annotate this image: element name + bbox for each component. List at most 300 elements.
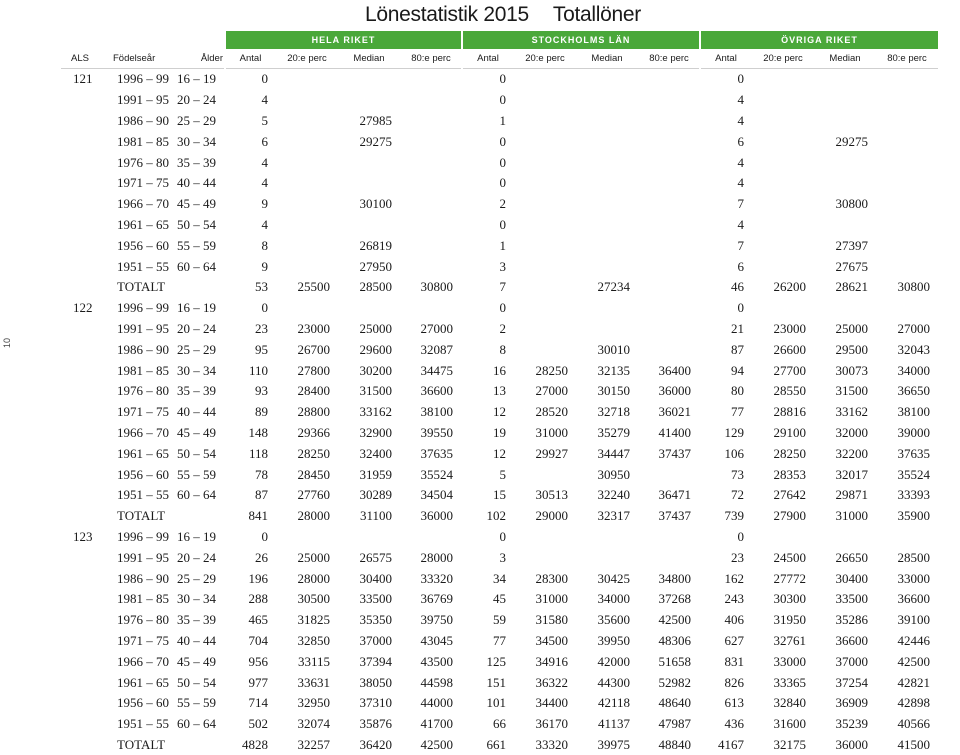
cell-als <box>61 277 113 298</box>
cell-hela-80-perc <box>400 111 462 132</box>
cell-ovriga-20-perc: 24500 <box>752 547 814 568</box>
cell-ovriga-80-perc: 42446 <box>876 631 938 652</box>
cell-ovriga-antal: 739 <box>700 506 752 527</box>
cell-fodelsear: TOTALT <box>113 506 173 527</box>
table-row <box>61 360 938 381</box>
cell-ovriga-median: 26650 <box>814 547 876 568</box>
cell-sthlm-median <box>576 173 638 194</box>
cell-hela-median: 35876 <box>338 714 400 735</box>
cell-als <box>61 589 113 610</box>
cell-ovriga-median: 37254 <box>814 672 876 693</box>
cell-hela-20-perc <box>276 152 338 173</box>
cell-sthlm-20-perc <box>514 256 576 277</box>
cell-sthlm-20-perc <box>514 152 576 173</box>
cell-fodelsear: 1976 – 80 <box>113 610 173 631</box>
cell-hela-median: 32900 <box>338 423 400 444</box>
cell-hela-20-perc: 29366 <box>276 423 338 444</box>
cell-sthlm-20-perc <box>514 339 576 360</box>
group-header-ovriga-riket: ÖVRIGA RIKET <box>700 31 938 49</box>
cell-alder: 45 – 49 <box>173 423 225 444</box>
col-header-antal: Antal <box>462 49 514 69</box>
cell-ovriga-median: 36000 <box>814 735 876 755</box>
table-row <box>61 631 938 652</box>
cell-sthlm-20-perc <box>514 90 576 111</box>
table-row <box>61 298 938 319</box>
cell-alder <box>173 506 225 527</box>
cell-hela-80-perc: 28000 <box>400 547 462 568</box>
cell-sthlm-median: 32718 <box>576 402 638 423</box>
cell-alder: 40 – 44 <box>173 173 225 194</box>
group-header-row <box>61 31 938 49</box>
cell-sthlm-80-perc <box>638 215 700 236</box>
cell-hela-median: 29275 <box>338 131 400 152</box>
cell-sthlm-20-perc: 28300 <box>514 568 576 589</box>
cell-hela-20-perc: 28400 <box>276 381 338 402</box>
cell-als <box>61 131 113 152</box>
cell-hela-median <box>338 90 400 111</box>
cell-fodelsear: 1981 – 85 <box>113 360 173 381</box>
cell-als <box>61 235 113 256</box>
cell-hela-median <box>338 298 400 319</box>
cell-hela-median: 30100 <box>338 194 400 215</box>
cell-hela-20-perc <box>276 131 338 152</box>
cell-sthlm-median: 32317 <box>576 506 638 527</box>
cell-sthlm-median: 39950 <box>576 631 638 652</box>
cell-als <box>61 506 113 527</box>
col-header-80-perc: 80:e perc <box>876 49 938 69</box>
cell-sthlm-median <box>576 90 638 111</box>
cell-hela-median <box>338 215 400 236</box>
cell-ovriga-median: 31000 <box>814 506 876 527</box>
cell-hela-antal: 704 <box>225 631 276 652</box>
cell-ovriga-median: 36600 <box>814 631 876 652</box>
cell-ovriga-antal: 826 <box>700 672 752 693</box>
cell-ovriga-80-perc <box>876 111 938 132</box>
cell-ovriga-20-perc: 32175 <box>752 735 814 755</box>
cell-hela-antal: 23 <box>225 319 276 340</box>
cell-hela-80-perc: 32087 <box>400 339 462 360</box>
cell-sthlm-20-perc <box>514 464 576 485</box>
cell-sthlm-median: 39975 <box>576 735 638 755</box>
cell-ovriga-20-perc: 26600 <box>752 339 814 360</box>
cell-sthlm-20-perc <box>514 527 576 548</box>
cell-hela-antal: 502 <box>225 714 276 735</box>
cell-ovriga-median: 32200 <box>814 443 876 464</box>
cell-hela-20-perc <box>276 173 338 194</box>
table-row <box>61 547 938 568</box>
cell-hela-antal: 288 <box>225 589 276 610</box>
table-row <box>61 235 938 256</box>
cell-sthlm-antal: 5 <box>462 464 514 485</box>
cell-hela-antal: 0 <box>225 69 276 90</box>
table-row <box>61 173 938 194</box>
cell-hela-median: 38050 <box>338 672 400 693</box>
cell-als: 121 <box>61 69 113 90</box>
cell-hela-80-perc: 33320 <box>400 568 462 589</box>
cell-als <box>61 194 113 215</box>
cell-fodelsear: 1996 – 99 <box>113 527 173 548</box>
cell-hela-median: 29600 <box>338 339 400 360</box>
cell-ovriga-20-perc: 30300 <box>752 589 814 610</box>
cell-als <box>61 651 113 672</box>
cell-sthlm-antal: 3 <box>462 256 514 277</box>
cell-hela-median: 30200 <box>338 360 400 381</box>
cell-hela-median: 37310 <box>338 693 400 714</box>
cell-ovriga-80-perc: 42500 <box>876 651 938 672</box>
cell-ovriga-median: 25000 <box>814 319 876 340</box>
cell-sthlm-antal: 0 <box>462 215 514 236</box>
cell-sthlm-median: 27234 <box>576 277 638 298</box>
cell-fodelsear: TOTALT <box>113 277 173 298</box>
cell-sthlm-80-perc: 48640 <box>638 693 700 714</box>
cell-als <box>61 111 113 132</box>
cell-als <box>61 610 113 631</box>
cell-hela-antal: 977 <box>225 672 276 693</box>
cell-ovriga-antal: 80 <box>700 381 752 402</box>
cell-fodelsear: 1996 – 99 <box>113 298 173 319</box>
cell-fodelsear: 1971 – 75 <box>113 402 173 423</box>
cell-fodelsear: 1951 – 55 <box>113 256 173 277</box>
cell-sthlm-antal: 0 <box>462 69 514 90</box>
cell-ovriga-median: 35239 <box>814 714 876 735</box>
cell-ovriga-80-perc: 41500 <box>876 735 938 755</box>
cell-hela-antal: 465 <box>225 610 276 631</box>
cell-hela-20-perc: 28000 <box>276 506 338 527</box>
cell-ovriga-antal: 106 <box>700 443 752 464</box>
cell-hela-80-perc: 41700 <box>400 714 462 735</box>
cell-alder: 55 – 59 <box>173 464 225 485</box>
cell-hela-20-perc: 26700 <box>276 339 338 360</box>
cell-alder: 60 – 64 <box>173 256 225 277</box>
cell-sthlm-80-perc <box>638 256 700 277</box>
cell-sthlm-80-perc <box>638 464 700 485</box>
cell-ovriga-80-perc <box>876 298 938 319</box>
cell-ovriga-antal: 627 <box>700 631 752 652</box>
cell-hela-antal: 841 <box>225 506 276 527</box>
cell-ovriga-antal: 436 <box>700 714 752 735</box>
cell-sthlm-antal: 0 <box>462 90 514 111</box>
cell-fodelsear: 1981 – 85 <box>113 131 173 152</box>
cell-sthlm-antal: 59 <box>462 610 514 631</box>
cell-hela-antal: 4 <box>225 152 276 173</box>
table-row <box>61 215 938 236</box>
cell-hela-80-perc: 39550 <box>400 423 462 444</box>
cell-hela-median: 33500 <box>338 589 400 610</box>
cell-hela-antal: 9 <box>225 194 276 215</box>
cell-ovriga-median <box>814 111 876 132</box>
cell-hela-antal: 148 <box>225 423 276 444</box>
cell-ovriga-20-perc: 29100 <box>752 423 814 444</box>
cell-fodelsear: 1951 – 55 <box>113 714 173 735</box>
cell-hela-median: 33162 <box>338 402 400 423</box>
cell-sthlm-antal: 66 <box>462 714 514 735</box>
cell-sthlm-20-perc <box>514 319 576 340</box>
cell-hela-median: 26819 <box>338 235 400 256</box>
cell-ovriga-20-perc: 28353 <box>752 464 814 485</box>
table-row <box>61 194 938 215</box>
cell-ovriga-20-perc: 32761 <box>752 631 814 652</box>
cell-ovriga-median: 27397 <box>814 235 876 256</box>
cell-sthlm-median: 34447 <box>576 443 638 464</box>
cell-ovriga-20-perc: 23000 <box>752 319 814 340</box>
cell-ovriga-20-perc: 28550 <box>752 381 814 402</box>
cell-hela-20-perc <box>276 527 338 548</box>
cell-fodelsear: 1991 – 95 <box>113 90 173 111</box>
cell-sthlm-antal: 125 <box>462 651 514 672</box>
cell-als <box>61 485 113 506</box>
cell-fodelsear: 1991 – 95 <box>113 319 173 340</box>
cell-ovriga-80-perc: 32043 <box>876 339 938 360</box>
cell-hela-median: 27985 <box>338 111 400 132</box>
cell-ovriga-antal: 21 <box>700 319 752 340</box>
cell-ovriga-20-perc: 27642 <box>752 485 814 506</box>
cell-hela-antal: 110 <box>225 360 276 381</box>
cell-hela-median: 30400 <box>338 568 400 589</box>
cell-sthlm-antal: 0 <box>462 298 514 319</box>
cell-sthlm-80-perc <box>638 319 700 340</box>
cell-ovriga-median: 35286 <box>814 610 876 631</box>
cell-hela-median: 32400 <box>338 443 400 464</box>
table-row <box>61 610 938 631</box>
cell-sthlm-80-perc <box>638 339 700 360</box>
cell-ovriga-antal: 77 <box>700 402 752 423</box>
cell-ovriga-80-perc <box>876 194 938 215</box>
cell-ovriga-antal: 129 <box>700 423 752 444</box>
cell-alder: 30 – 34 <box>173 360 225 381</box>
cell-sthlm-median: 35600 <box>576 610 638 631</box>
col-header-antal: Antal <box>700 49 752 69</box>
cell-sthlm-antal: 1 <box>462 235 514 256</box>
cell-sthlm-20-perc <box>514 277 576 298</box>
cell-hela-20-perc <box>276 69 338 90</box>
cell-ovriga-80-perc <box>876 235 938 256</box>
cell-ovriga-antal: 73 <box>700 464 752 485</box>
cell-sthlm-antal: 45 <box>462 589 514 610</box>
cell-sthlm-median: 30425 <box>576 568 638 589</box>
cell-sthlm-antal: 101 <box>462 693 514 714</box>
cell-sthlm-20-perc: 28250 <box>514 360 576 381</box>
cell-fodelsear: 1966 – 70 <box>113 194 173 215</box>
column-header-row <box>61 49 938 69</box>
cell-hela-20-perc: 25500 <box>276 277 338 298</box>
cell-sthlm-median: 35279 <box>576 423 638 444</box>
cell-hela-80-perc: 36000 <box>400 506 462 527</box>
cell-sthlm-80-perc <box>638 235 700 256</box>
cell-hela-20-perc: 33115 <box>276 651 338 672</box>
cell-alder: 30 – 34 <box>173 589 225 610</box>
cell-sthlm-median: 30010 <box>576 339 638 360</box>
page-title <box>365 0 641 30</box>
cell-fodelsear: 1966 – 70 <box>113 651 173 672</box>
cell-ovriga-antal: 0 <box>700 298 752 319</box>
cell-alder: 60 – 64 <box>173 485 225 506</box>
cell-alder: 60 – 64 <box>173 714 225 735</box>
cell-ovriga-20-perc: 31950 <box>752 610 814 631</box>
cell-sthlm-80-perc <box>638 298 700 319</box>
cell-hela-20-perc: 31825 <box>276 610 338 631</box>
cell-sthlm-20-perc <box>514 173 576 194</box>
cell-hela-20-perc: 28450 <box>276 464 338 485</box>
cell-fodelsear: 1996 – 99 <box>113 69 173 90</box>
cell-hela-80-perc: 36769 <box>400 589 462 610</box>
cell-hela-20-perc <box>276 194 338 215</box>
cell-hela-antal: 0 <box>225 527 276 548</box>
cell-sthlm-antal: 0 <box>462 173 514 194</box>
cell-ovriga-median: 31500 <box>814 381 876 402</box>
cell-hela-80-perc: 39750 <box>400 610 462 631</box>
cell-ovriga-80-perc: 42898 <box>876 693 938 714</box>
cell-ovriga-median: 27675 <box>814 256 876 277</box>
cell-ovriga-antal: 4167 <box>700 735 752 755</box>
cell-fodelsear: 1986 – 90 <box>113 568 173 589</box>
cell-sthlm-antal: 102 <box>462 506 514 527</box>
cell-hela-80-perc: 30800 <box>400 277 462 298</box>
cell-sthlm-20-perc <box>514 547 576 568</box>
cell-hela-antal: 4 <box>225 90 276 111</box>
cell-sthlm-80-perc: 36021 <box>638 402 700 423</box>
cell-ovriga-median: 33500 <box>814 589 876 610</box>
col-header-median: Median <box>814 49 876 69</box>
cell-sthlm-80-perc: 51658 <box>638 651 700 672</box>
cell-sthlm-80-perc <box>638 111 700 132</box>
cell-alder: 50 – 54 <box>173 672 225 693</box>
cell-ovriga-20-perc <box>752 152 814 173</box>
cell-hela-antal: 4828 <box>225 735 276 755</box>
cell-sthlm-median: 30150 <box>576 381 638 402</box>
cell-hela-80-perc <box>400 256 462 277</box>
cell-sthlm-antal: 0 <box>462 527 514 548</box>
cell-hela-80-perc: 42500 <box>400 735 462 755</box>
cell-als <box>61 339 113 360</box>
cell-ovriga-80-perc <box>876 90 938 111</box>
cell-sthlm-20-perc: 28520 <box>514 402 576 423</box>
cell-alder: 20 – 24 <box>173 547 225 568</box>
cell-hela-antal: 5 <box>225 111 276 132</box>
cell-ovriga-20-perc <box>752 527 814 548</box>
cell-hela-80-perc: 43045 <box>400 631 462 652</box>
cell-ovriga-antal: 87 <box>700 339 752 360</box>
cell-sthlm-antal: 34 <box>462 568 514 589</box>
cell-als: 123 <box>61 527 113 548</box>
cell-sthlm-80-perc: 48840 <box>638 735 700 755</box>
cell-sthlm-80-perc <box>638 194 700 215</box>
cell-hela-median: 35350 <box>338 610 400 631</box>
cell-alder: 40 – 44 <box>173 402 225 423</box>
cell-hela-antal: 95 <box>225 339 276 360</box>
cell-ovriga-antal: 4 <box>700 111 752 132</box>
cell-sthlm-20-perc <box>514 69 576 90</box>
cell-hela-20-perc: 28000 <box>276 568 338 589</box>
cell-alder: 30 – 34 <box>173 131 225 152</box>
cell-hela-80-perc: 34504 <box>400 485 462 506</box>
cell-hela-median <box>338 69 400 90</box>
col-header-20-perc: 20:e perc <box>514 49 576 69</box>
cell-hela-20-perc: 32950 <box>276 693 338 714</box>
cell-sthlm-median <box>576 131 638 152</box>
cell-hela-80-perc <box>400 90 462 111</box>
cell-sthlm-antal: 661 <box>462 735 514 755</box>
table-row <box>61 131 938 152</box>
cell-hela-20-perc <box>276 298 338 319</box>
cell-sthlm-80-perc: 36400 <box>638 360 700 381</box>
col-header-80-perc: 80:e perc <box>638 49 700 69</box>
col-header-80-perc: 80:e perc <box>400 49 462 69</box>
cell-ovriga-80-perc: 36600 <box>876 589 938 610</box>
cell-ovriga-median <box>814 90 876 111</box>
cell-sthlm-median: 30950 <box>576 464 638 485</box>
cell-hela-80-perc <box>400 69 462 90</box>
cell-fodelsear: 1976 – 80 <box>113 381 173 402</box>
cell-sthlm-antal: 0 <box>462 131 514 152</box>
cell-alder: 25 – 29 <box>173 568 225 589</box>
cell-ovriga-80-perc: 28500 <box>876 547 938 568</box>
cell-sthlm-20-perc <box>514 215 576 236</box>
cell-sthlm-antal: 2 <box>462 319 514 340</box>
cell-alder: 45 – 49 <box>173 651 225 672</box>
cell-als <box>61 693 113 714</box>
cell-hela-20-perc: 32074 <box>276 714 338 735</box>
cell-sthlm-20-perc: 29927 <box>514 443 576 464</box>
cell-ovriga-80-perc: 42821 <box>876 672 938 693</box>
cell-fodelsear: 1976 – 80 <box>113 152 173 173</box>
cell-sthlm-antal: 2 <box>462 194 514 215</box>
cell-ovriga-80-perc <box>876 152 938 173</box>
cell-hela-antal: 4 <box>225 173 276 194</box>
cell-hela-80-perc <box>400 235 462 256</box>
cell-sthlm-antal: 1 <box>462 111 514 132</box>
cell-ovriga-antal: 4 <box>700 215 752 236</box>
page-number: 10 <box>2 336 12 350</box>
cell-ovriga-median: 29871 <box>814 485 876 506</box>
cell-sthlm-20-perc: 34500 <box>514 631 576 652</box>
cell-als: 122 <box>61 298 113 319</box>
table-body <box>61 69 938 755</box>
cell-sthlm-median: 32135 <box>576 360 638 381</box>
table-row <box>61 90 938 111</box>
cell-hela-20-perc <box>276 90 338 111</box>
cell-hela-20-perc: 30500 <box>276 589 338 610</box>
cell-alder: 16 – 19 <box>173 527 225 548</box>
cell-ovriga-20-perc: 28250 <box>752 443 814 464</box>
cell-sthlm-20-perc: 34916 <box>514 651 576 672</box>
cell-ovriga-80-perc: 34000 <box>876 360 938 381</box>
cell-hela-antal: 118 <box>225 443 276 464</box>
cell-ovriga-median: 28621 <box>814 277 876 298</box>
cell-ovriga-median <box>814 173 876 194</box>
cell-alder: 20 – 24 <box>173 90 225 111</box>
col-header-median: Median <box>576 49 638 69</box>
table-row <box>61 714 938 735</box>
cell-als <box>61 381 113 402</box>
cell-ovriga-20-perc <box>752 131 814 152</box>
cell-sthlm-80-perc: 42500 <box>638 610 700 631</box>
cell-sthlm-20-perc: 30513 <box>514 485 576 506</box>
cell-hela-antal: 196 <box>225 568 276 589</box>
cell-alder: 50 – 54 <box>173 215 225 236</box>
cell-hela-median: 30289 <box>338 485 400 506</box>
table-row <box>61 568 938 589</box>
cell-ovriga-antal: 0 <box>700 69 752 90</box>
cell-hela-80-perc <box>400 194 462 215</box>
cell-fodelsear: 1961 – 65 <box>113 443 173 464</box>
cell-hela-80-perc: 37635 <box>400 443 462 464</box>
cell-hela-20-perc <box>276 111 338 132</box>
cell-alder: 16 – 19 <box>173 69 225 90</box>
cell-ovriga-80-perc: 33000 <box>876 568 938 589</box>
cell-ovriga-80-perc: 38100 <box>876 402 938 423</box>
cell-ovriga-antal: 23 <box>700 547 752 568</box>
cell-hela-80-perc: 38100 <box>400 402 462 423</box>
